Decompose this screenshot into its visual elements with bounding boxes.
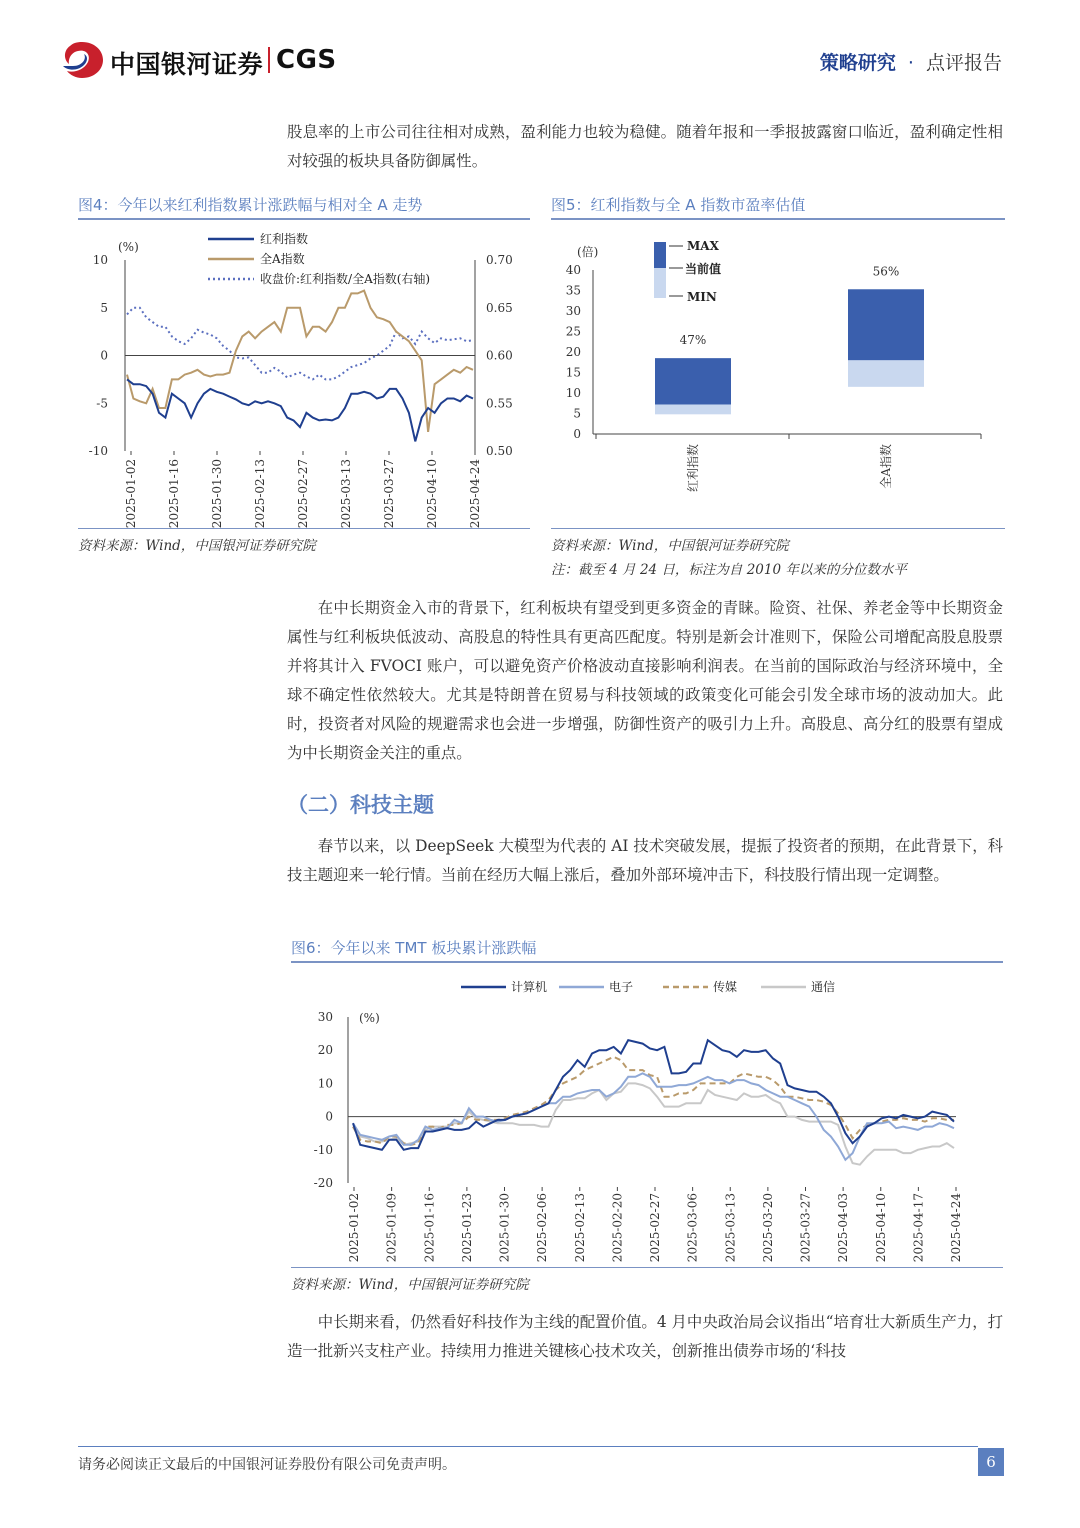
fig5-ytick-label: 5 [573,406,581,421]
figure4-chart [78,222,530,528]
fig4-legend-label: 全A指数 [260,252,305,266]
paragraph-3: 春节以来，以 DeepSeek 大模型为代表的 AI 技术突破发展，提振了投资者的预期，在此背景下，科技主题迎来一轮行情。当前在经历大幅上涨后，叠加外部环境冲击下，科技股行情出现一定调整。 [287,837,1003,884]
fig4-series-line [127,308,473,380]
figure5-note: 注：截至 4 月 24 日，标注为自 2010 年以来的分位数水平 [551,562,907,578]
figure5-bottom-rule [551,528,1005,529]
fig6-xtick-label: 2025-03-27 [798,1193,813,1263]
figure5-chart [551,222,1005,528]
figure4-title: 图4：今年以来红利指数累计涨跌幅与相对全 A 走势 [78,196,423,214]
fig6-xtick-label: 2025-04-10 [873,1193,888,1263]
fig6-series-line [353,1083,954,1164]
fig4-xtick-label: 2025-02-27 [296,459,310,528]
fig5-legend-swatch-lower [654,268,666,298]
fig5-legend-current: 当前值 [685,262,722,276]
fig6-xtick-label: 2025-02-13 [572,1193,587,1263]
figure5-source: 资料来源：Wind，中国银河证券研究院 [551,538,789,554]
fig4-xtick-label: 2025-03-13 [339,459,353,528]
fig6-xtick-label: 2025-04-17 [911,1193,926,1263]
header-report-label [820,48,1002,75]
fig4-series-line [127,291,473,432]
header-dot: · [907,52,914,74]
figure6-chart [291,965,1003,1267]
header-section: 策略研究 [819,52,896,74]
fig4-ytick-label: 10 [92,253,108,267]
figure4-bottom-rule [78,528,530,529]
fig5-ytick-label: 20 [565,345,581,359]
footer-disclaimer: 请务必阅读正文最后的中国银河证券股份有限公司免责声明。 [78,1457,456,1473]
figure6-bottom-rule [291,1267,1003,1268]
fig5-ytick-label: 10 [565,386,581,400]
fig5-ytick-label: 35 [565,283,581,298]
figure4-title-rule [78,218,530,220]
fig4-y2tick-label: 0.55 [486,396,513,411]
fig6-ytick-label: 30 [317,1010,333,1024]
fig6-ylabel: (%) [359,1011,380,1025]
fig6-ytick-label: -20 [313,1176,333,1190]
fig5-range-upper-bar [848,289,924,360]
paragraph-2: 在中长期资金入市的背景下，红利板块有望受到更多资金的青睐。险资、社保、养老金等中长期资金属性与红利板块低波动、高股息的特性具有更高匹配度。特别是新会计准则下，保险公司增配高股息股票并将其计入 FVOCI 账户，可以避免资产价格波动直接影响利润表。在当前的国际政治与经济环境中，全球不确定性依然较大。尤其是特朗普在贸易与科技领域的政策变化可能会引发全球市场的波动加大。此时，投资者对风险的规避需求也会进一步增强，防御性资产的吸引力上升。高股息、高分红的股票有望成为中长期资金关注的重点。 [287,599,1003,762]
fig6-xtick-label: 2025-01-30 [497,1193,512,1263]
fig6-xtick-label: 2025-04-03 [836,1193,851,1263]
fig4-ytick-label: -10 [88,444,108,458]
fig4-series-line [127,379,473,441]
fig4-y2tick-label: 0.70 [486,253,513,267]
fig5-range-lower-bar [655,404,731,414]
fig4-ytick-label: 0 [100,348,108,363]
fig4-legend-label: 收盘价:红利指数/全A指数(右轴) [260,272,431,286]
fig6-xtick-label: 2025-02-06 [535,1193,550,1263]
fig4-y2tick-label: 0.60 [486,348,513,363]
fig5-ytick-label: 0 [573,427,581,441]
fig5-range-lower-bar [848,360,924,387]
logo-divider [268,47,270,73]
section-heading: （二）科技主题 [287,793,434,817]
fig4-ytick-label: 5 [100,300,108,315]
fig6-legend-label: 传媒 [713,980,738,994]
fig5-ytick-label: 15 [565,365,581,380]
figure6-title-rule [291,961,1003,963]
header [0,0,1080,95]
footer-rule [78,1446,978,1447]
fig5-percentile-label: 56% [872,264,900,279]
fig6-xtick-label: 2025-03-13 [723,1193,738,1263]
fig6-ytick-label: -10 [313,1142,333,1157]
intro-paragraph: 股息率的上市公司往往相对成熟，盈利能力也较为稳健。随着年报和一季报披露窗口临近，盈利确定性相对较强的板块具备防御属性。 [287,123,1003,170]
fig4-xtick-label: 2025-01-16 [167,459,181,528]
logo-text: 中国银河证券 [110,50,264,79]
figure6-source: 资料来源：Wind，中国银河证券研究院 [291,1277,529,1293]
fig5-ytick-label: 30 [565,304,581,318]
paragraph-4: 中长期来看，仍然看好科技作为主线的配置价值。4 月中央政治局会议指出“培育壮大新质生产力，打造一批新兴支柱产业。持续用力推进关键核心技术攻关，创新推出债券市场的‘科技 [287,1313,1003,1360]
fig4-y2tick-label: 0.65 [486,300,513,315]
fig5-range-upper-bar [655,358,731,404]
fig5-ylabel: (倍) [577,245,599,259]
fig5-ytick-label: 25 [565,324,581,339]
fig4-ylabel: (%) [118,240,139,254]
fig6-xtick-label: 2025-03-20 [760,1193,775,1263]
fig4-xtick-label: 2025-01-30 [210,459,224,528]
fig5-percentile-label: 47% [679,333,707,348]
fig4-xtick-label: 2025-03-27 [382,459,396,528]
figure6-title: 图6：今年以来 TMT 板块累计涨跌幅 [291,939,537,957]
fig6-xtick-label: 2025-04-24 [949,1193,963,1263]
fig6-ytick-label: 10 [317,1076,333,1091]
fig6-series-line [353,1040,954,1150]
page-number: 6 [978,1448,1004,1476]
logo-abbr: CGS [276,45,337,75]
fig4-xtick-label: 2025-02-13 [253,459,267,528]
fig6-legend-label: 电子 [609,980,634,994]
fig6-xtick-label: 2025-01-23 [459,1193,474,1263]
fig5-legend-swatch-upper [654,242,666,268]
fig6-xtick-label: 2025-02-20 [610,1193,625,1263]
fig5-category-label: 红利指数 [686,444,700,493]
fig5-ytick-label: 40 [565,263,581,277]
fig6-ytick-label: 0 [325,1109,333,1124]
fig6-ytick-label: 20 [317,1043,333,1058]
fig6-xtick-label: 2025-01-02 [347,1193,361,1263]
fig4-ytick-label: -5 [96,396,108,411]
header-report-type: 点评报告 [925,52,1002,74]
figure5-title: 图5：红利指数与全 A 指数市盈率估值 [551,196,806,214]
fig4-xtick-label: 2025-01-02 [124,459,138,528]
fig5-legend-max: MAX [687,239,719,253]
fig4-legend-label: 红利指数 [260,232,309,246]
fig6-legend-label: 计算机 [511,980,548,994]
fig6-xtick-label: 2025-01-09 [384,1193,399,1263]
fig5-category-label: 全A指数 [879,444,893,489]
fig4-xtick-label: 2025-04-24 [468,459,482,528]
fig6-xtick-label: 2025-02-27 [648,1193,662,1263]
logo-icon [60,40,104,80]
fig6-legend-label: 通信 [811,980,836,994]
fig5-legend-min: MIN [687,290,717,304]
figure5-title-rule [551,218,1005,220]
figure4-source: 资料来源：Wind，中国银河证券研究院 [78,538,316,554]
fig6-xtick-label: 2025-01-16 [422,1193,437,1263]
fig4-xtick-label: 2025-04-10 [425,459,439,528]
fig4-y2tick-label: 0.50 [486,444,513,458]
fig6-xtick-label: 2025-03-06 [685,1193,700,1263]
